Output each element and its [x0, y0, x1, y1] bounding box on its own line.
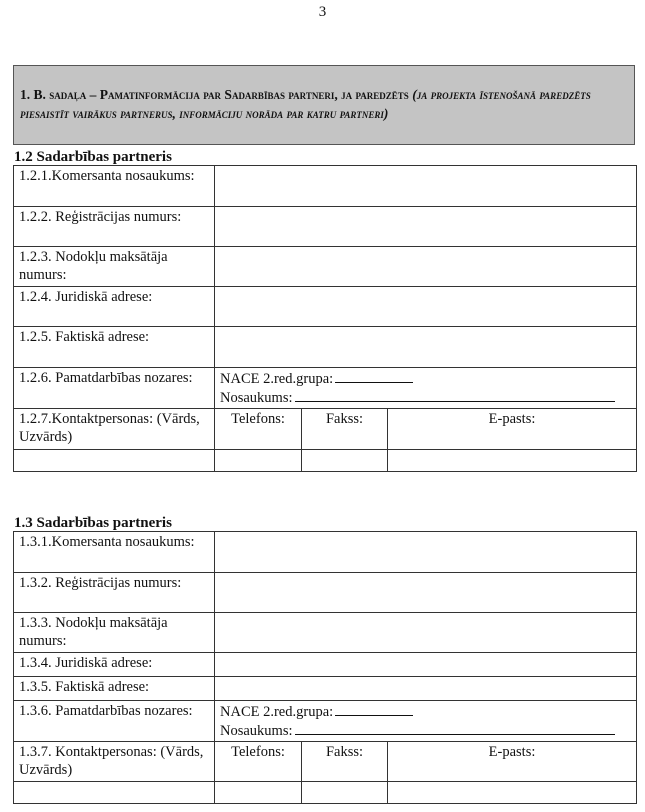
fax-header: Fakss: [302, 409, 388, 450]
section-title: Pamatinformācija par Sadarbības partneri, ja paredzēts [99, 87, 409, 102]
partner-1-3-table [13, 531, 637, 804]
partner-1-2-reg-value[interactable] [215, 207, 637, 247]
partner-1-3-contact-label: 1.3.7. Kontaktpersonas: (Vārds, Uzvārds) [14, 742, 215, 782]
contact-name-cell[interactable] [14, 782, 215, 804]
partner-1-3-tax-value[interactable] [215, 613, 637, 653]
partner-1-2-title: 1.2 Sadarbības partneris [14, 149, 172, 165]
partner-1-2-name-value[interactable] [215, 166, 637, 207]
section-note: (ja projekta īstenošanā paredzēts piesaistīt vairākus partnerus, informāciju norāda par katru partneri) [20, 87, 591, 121]
page-number: 3 [318, 4, 327, 20]
partner-1-3-name-value[interactable] [215, 532, 637, 573]
phone-cell[interactable] [215, 782, 302, 804]
partner-1-3-legal-label: 1.3.4. Juridiskā adrese: [14, 653, 215, 677]
partner-1-3-actual-label: 1.3.5. Faktiskā adrese: [14, 677, 215, 701]
partner-1-3-legal-value[interactable] [215, 653, 637, 677]
nosaukums-label: Nosaukums: [220, 723, 293, 739]
partner-1-3-tax-label: 1.3.3. Nodokļu maksātāja numurs: [14, 613, 215, 653]
contact-name-cell[interactable] [14, 450, 215, 472]
partner-1-2-legal-label: 1.2.4. Juridiskā adrese: [14, 287, 215, 327]
nace-label: NACE 2.red.grupa: [220, 371, 334, 387]
partner-1-2-actual-value[interactable] [215, 327, 637, 368]
nace-blank[interactable] [335, 369, 413, 383]
phone-cell[interactable] [215, 450, 302, 472]
email-cell[interactable] [388, 450, 637, 472]
fax-header: Fakss: [302, 742, 388, 782]
partner-1-2-actual-label: 1.2.5. Faktiskā adrese: [14, 327, 215, 368]
partner-1-3-name-label: 1.3.1.Komersanta nosaukums: [14, 532, 215, 573]
partner-1-2-tax-label: 1.2.3. Nodokļu maksātāja numurs: [14, 247, 215, 287]
partner-1-2-activity-value[interactable] [215, 368, 637, 409]
phone-header: Telefons: [215, 409, 302, 450]
partner-1-2-reg-label: 1.2.2. Reģistrācijas numurs: [14, 207, 215, 247]
email-header: E-pasts: [388, 742, 637, 782]
partner-1-2-contact-label: 1.2.7.Kontaktpersonas: (Vārds, Uzvārds) [14, 409, 215, 450]
nosaukums-label: Nosaukums: [220, 390, 293, 406]
partner-1-3-activity-value[interactable] [215, 701, 637, 742]
partner-1-3-actual-value[interactable] [215, 677, 637, 701]
partner-1-3-reg-label: 1.3.2. Reģistrācijas numurs: [14, 573, 215, 613]
partner-1-2-table [13, 165, 637, 472]
section-word: sadaļa [49, 87, 87, 102]
partner-1-2-activity-label: 1.2.6. Pamatdarbības nozares: [14, 368, 215, 409]
section-header [13, 65, 635, 145]
fax-cell[interactable] [302, 450, 388, 472]
partner-1-3-reg-value[interactable] [215, 573, 637, 613]
fax-cell[interactable] [302, 782, 388, 804]
partner-1-3-title: 1.3 Sadarbības partneris [14, 515, 172, 531]
section-number: 1. B. [20, 87, 46, 102]
partner-1-2-name-label: 1.2.1.Komersanta nosaukums: [14, 166, 215, 207]
email-cell[interactable] [388, 782, 637, 804]
partner-1-3-activity-label: 1.3.6. Pamatdarbības nozares: [14, 701, 215, 742]
nosaukums-blank[interactable] [295, 388, 615, 402]
nace-label: NACE 2.red.grupa: [220, 704, 334, 720]
partner-1-2-legal-value[interactable] [215, 287, 637, 327]
phone-header: Telefons: [215, 742, 302, 782]
partner-1-2-tax-value[interactable] [215, 247, 637, 287]
nosaukums-blank[interactable] [295, 721, 615, 735]
section-dash: – [86, 87, 100, 102]
email-header: E-pasts: [388, 409, 637, 450]
nace-blank[interactable] [335, 702, 413, 716]
